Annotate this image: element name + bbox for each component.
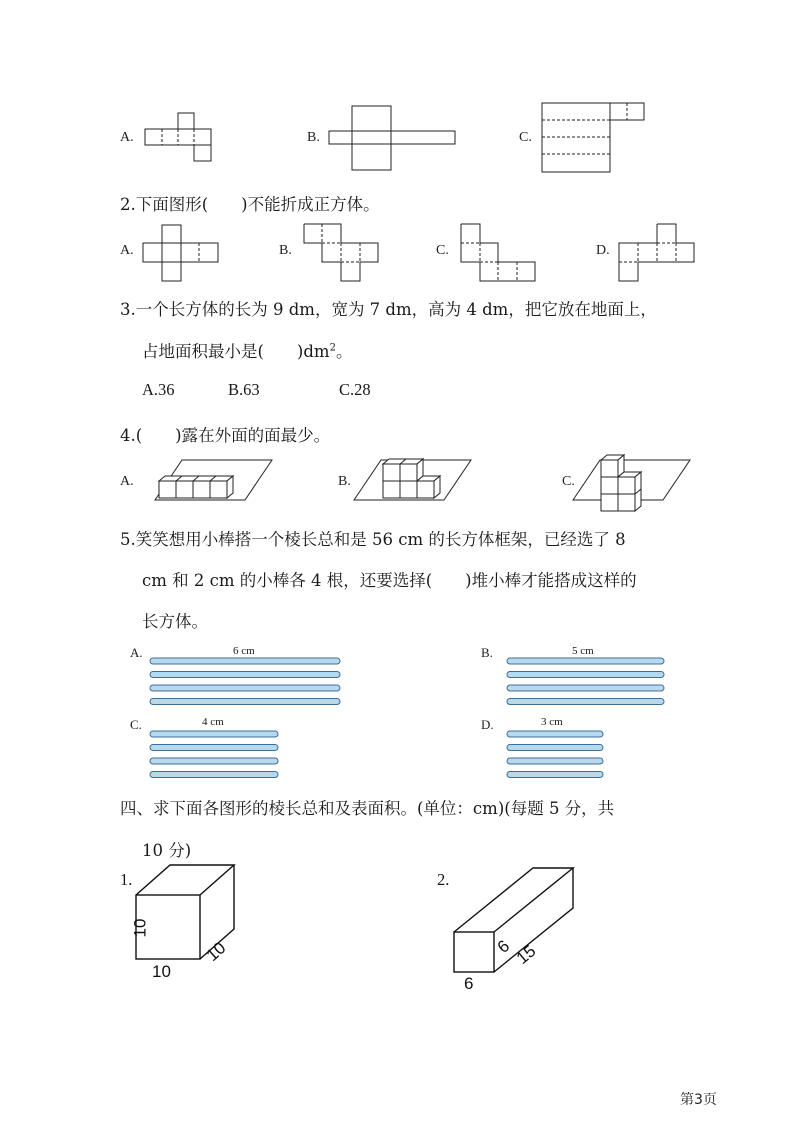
q1-option-b-label: B. <box>307 130 320 145</box>
q5-stick-length-b: 5 cm <box>572 645 594 657</box>
q3-unit-exponent: 2 <box>329 342 336 354</box>
q5-option-a-label: A. <box>130 645 143 660</box>
q5-stick-length-c: 4 cm <box>202 716 224 728</box>
q5-question-line3: 长方体。 <box>142 612 208 631</box>
q3-line2-end: 。 <box>335 342 353 361</box>
q5-option-d-label: D. <box>481 717 494 732</box>
q5-option-b-label: B. <box>481 645 493 660</box>
page-number: 第3页 <box>680 1092 717 1108</box>
q2-option-d-label: D. <box>596 243 610 258</box>
q4-option-c-label: C. <box>562 474 575 489</box>
q3-line2-text: 占地面积最小是( )dm <box>142 342 330 361</box>
fig1-height-label: 10 <box>130 918 150 938</box>
section4-heading-line1: 四、求下面各图形的棱长总和及表面积。(单位：cm)(每题 5 分，共 <box>120 799 615 818</box>
fig1-label: 1. <box>120 870 133 889</box>
fig2-label: 2. <box>437 870 450 889</box>
q5-option-c-label: C. <box>130 717 142 732</box>
q3-question-line1: 3.一个长方体的长为 9 dm，宽为 7 dm，高为 4 dm，把它放在地面上， <box>120 300 657 319</box>
q1-option-c-label: C. <box>519 130 532 145</box>
q2-option-b-label: B. <box>279 243 292 258</box>
q5-question-line2: cm 和 2 cm 的小棒各 4 根，还要选择( )堆小棒才能搭成这样的 <box>142 571 637 590</box>
q2-question: 2.下面图形( )不能折成正方体。 <box>120 195 380 214</box>
q4-option-b-label: B. <box>338 474 351 489</box>
fig2-width-label: 6 <box>464 974 474 993</box>
fig2-length-label: 15 <box>512 941 540 968</box>
q3-option-b: B.63 <box>228 380 260 399</box>
fig2-depth-label: 6 <box>493 936 514 957</box>
q5-stick-length-d: 3 cm <box>541 716 563 728</box>
q4-question: 4.( )露在外面的面最少。 <box>120 426 331 445</box>
q3-option-a: A.36 <box>142 380 175 399</box>
section4-heading-line2: 10 分) <box>142 841 192 860</box>
fig1-depth-label: 10 <box>202 938 230 966</box>
q1-option-a-label: A. <box>120 130 134 145</box>
q2-option-a-label: A. <box>120 243 134 258</box>
q2-option-c-label: C. <box>436 243 449 258</box>
q5-stick-length-a: 6 cm <box>233 645 255 657</box>
q5-question-line1: 5.笑笑想用小棒搭一个棱长总和是 56 cm 的长方体框架，已经选了 8 <box>120 530 626 549</box>
q4-option-a-label: A. <box>120 474 134 489</box>
q3-option-c: C.28 <box>339 380 371 399</box>
fig1-width-label: 10 <box>152 962 171 981</box>
